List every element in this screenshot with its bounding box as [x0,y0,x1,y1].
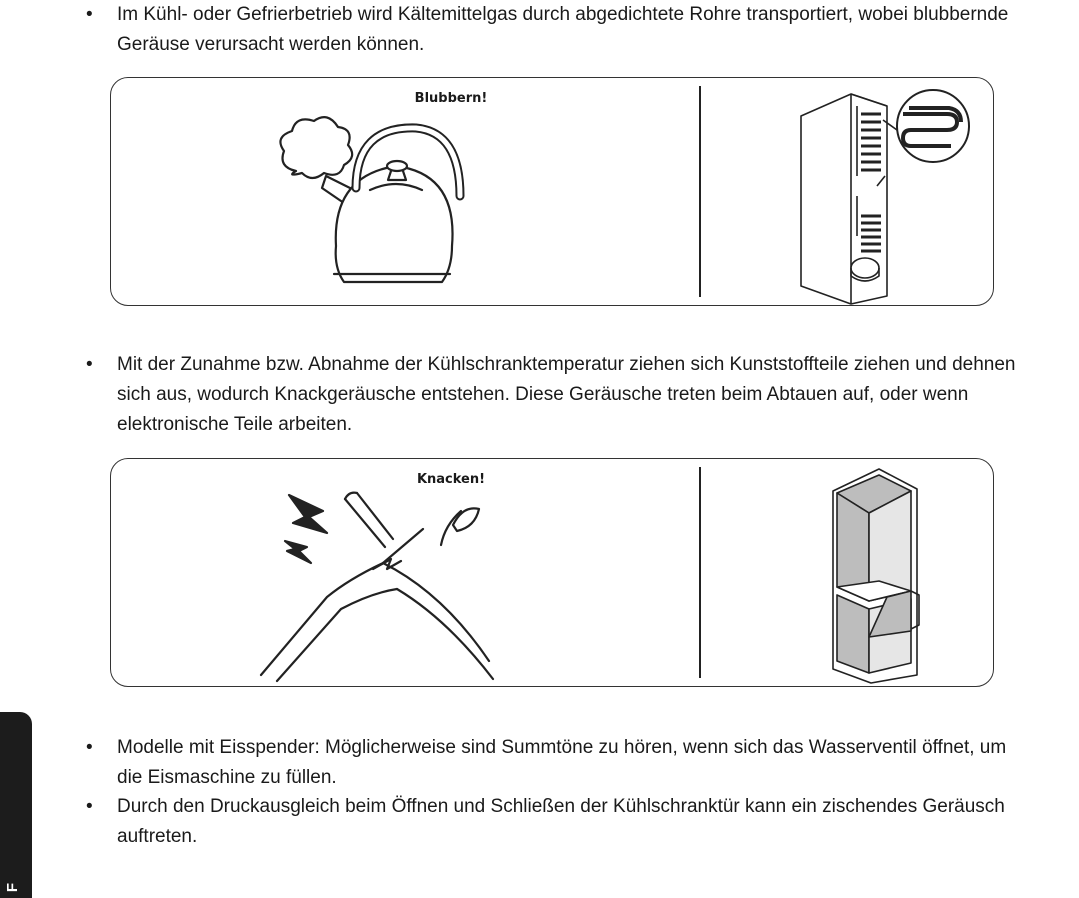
bullet-symbol: • [86,796,93,817]
bullet-symbol: • [86,737,93,758]
bullet-text: Durch den Druckausgleich beim Öffnen und Schließen der Kühlschranktür kann ein zischendes Geräusch auftreten. [117,796,1005,847]
figure-divider [699,467,701,678]
bubbling-caption: Blubbern! [414,91,488,106]
refrigerator-interior-illustration [823,463,933,683]
bullet-text: Modelle mit Eisspender: Möglicherweise sind Summtöne zu hören, wenn sich das Wasserventil öffnet, um die Eismaschine zu füllen. [117,737,1007,788]
bullet-text: Mit der Zunahme bzw. Abnahme der Kühlschranktemperatur ziehen sich Kunststoffteile ziehen und dehnen sich aus, wodurch Knackgeräusche entstehen. Diese Geräusche treten beim Abtauen auf, oder wenn elektronische Teile arbeiten. [117,354,1016,435]
bullet-item [86,0,1016,60]
section-side-tab [0,712,32,898]
cracking-caption: Knacken! [416,472,486,487]
cracking-figure-panel [110,458,994,687]
figure-divider [699,86,701,297]
side-tab-label: F [4,882,21,892]
bullet-item [86,350,1016,440]
bullet-text: Im Kühl- oder Gefrierbetrieb wird Kältemittelgas durch abgedichtete Rohre transportiert, wobei blubbernde Geräuse verursacht werden können. [117,4,1009,55]
kettle-illustration [266,116,456,296]
bullet-symbol: • [86,4,93,25]
snapping-branch-illustration [261,485,511,685]
bubbling-figure-panel [110,77,994,306]
bullet-symbol: • [86,354,93,375]
refrigerator-coils-illustration [791,86,981,306]
bullet-item [86,733,1016,793]
bullet-item [86,792,1016,852]
